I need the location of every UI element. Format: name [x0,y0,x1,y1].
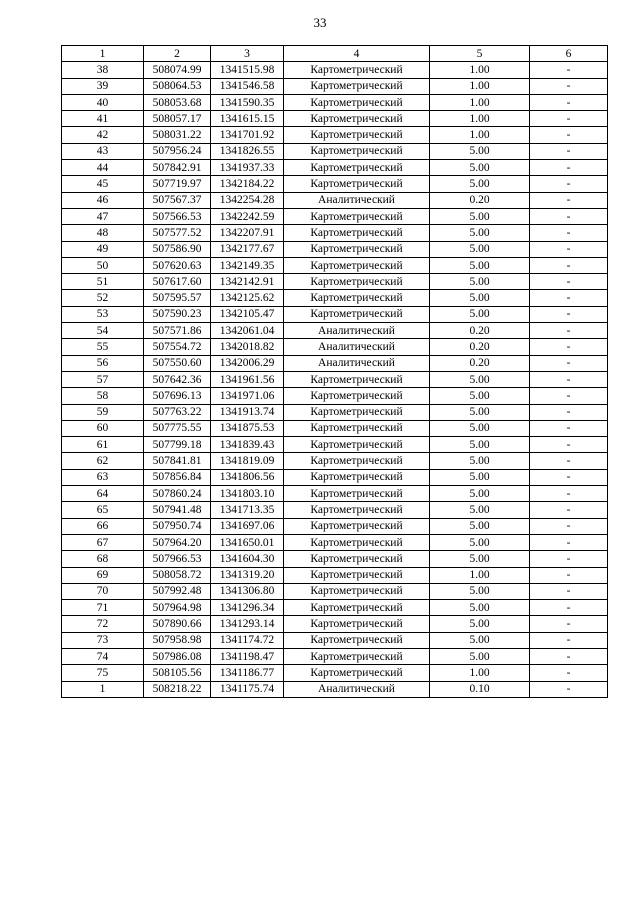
table-row [62,388,608,404]
note-cell: - [530,241,608,257]
table-row [62,632,608,648]
accuracy-cell: 1.00 [430,111,530,127]
note-cell: - [530,681,608,697]
note-cell: - [530,534,608,550]
table-row [62,323,608,339]
column-header: 3 [211,46,284,62]
note-cell: - [530,665,608,681]
x-coordinate-cell: 507842.91 [144,160,211,176]
method-cell: Картометрический [284,290,430,306]
x-coordinate-cell: 507719.97 [144,176,211,192]
y-coordinate-cell: 1342149.35 [211,257,284,273]
method-cell: Картометрический [284,62,430,78]
method-cell: Картометрический [284,257,430,273]
method-cell: Картометрический [284,632,430,648]
table-row [62,648,608,664]
note-cell: - [530,371,608,387]
x-coordinate-cell: 507799.18 [144,437,211,453]
y-coordinate-cell: 1341826.55 [211,143,284,159]
point-number-cell: 72 [62,616,144,632]
table-row [62,420,608,436]
point-number-cell: 52 [62,290,144,306]
table-row [62,486,608,502]
point-number-cell: 54 [62,323,144,339]
y-coordinate-cell: 1341839.43 [211,437,284,453]
point-number-cell: 39 [62,78,144,94]
accuracy-cell: 5.00 [430,371,530,387]
note-cell: - [530,518,608,534]
table-row [62,306,608,322]
point-number-cell: 45 [62,176,144,192]
table-body [62,62,608,698]
table-row [62,665,608,681]
method-cell: Картометрический [284,567,430,583]
y-coordinate-cell: 1341819.09 [211,453,284,469]
table-row [62,567,608,583]
note-cell: - [530,616,608,632]
note-cell: - [530,404,608,420]
method-cell: Аналитический [284,339,430,355]
accuracy-cell: 1.00 [430,94,530,110]
point-number-cell: 73 [62,632,144,648]
note-cell: - [530,567,608,583]
method-cell: Аналитический [284,355,430,371]
y-coordinate-cell: 1341174.72 [211,632,284,648]
table-row [62,551,608,567]
accuracy-cell: 5.00 [430,600,530,616]
accuracy-cell: 5.00 [430,404,530,420]
y-coordinate-cell: 1341701.92 [211,127,284,143]
column-header: 5 [430,46,530,62]
point-number-cell: 49 [62,241,144,257]
table-row [62,616,608,632]
x-coordinate-cell: 507617.60 [144,274,211,290]
x-coordinate-cell: 507696.13 [144,388,211,404]
point-number-cell: 56 [62,355,144,371]
note-cell: - [530,355,608,371]
note-cell: - [530,551,608,567]
x-coordinate-cell: 508031.22 [144,127,211,143]
table-row [62,469,608,485]
accuracy-cell: 5.00 [430,160,530,176]
point-number-cell: 75 [62,665,144,681]
x-coordinate-cell: 507620.63 [144,257,211,273]
method-cell: Аналитический [284,192,430,208]
note-cell: - [530,453,608,469]
x-coordinate-cell: 507964.98 [144,600,211,616]
y-coordinate-cell: 1341806.56 [211,469,284,485]
accuracy-cell: 5.00 [430,143,530,159]
table-row [62,600,608,616]
method-cell: Картометрический [284,404,430,420]
table-header-row [62,46,608,62]
method-cell: Картометрический [284,534,430,550]
point-number-cell: 61 [62,437,144,453]
table-row [62,160,608,176]
point-number-cell: 47 [62,208,144,224]
y-coordinate-cell: 1341697.06 [211,518,284,534]
x-coordinate-cell: 507642.36 [144,371,211,387]
point-number-cell: 38 [62,62,144,78]
accuracy-cell: 5.00 [430,306,530,322]
x-coordinate-cell: 507595.57 [144,290,211,306]
point-number-cell: 66 [62,518,144,534]
accuracy-cell: 5.00 [430,534,530,550]
y-coordinate-cell: 1341604.30 [211,551,284,567]
x-coordinate-cell: 508074.99 [144,62,211,78]
accuracy-cell: 0.20 [430,339,530,355]
note-cell: - [530,486,608,502]
accuracy-cell: 5.00 [430,208,530,224]
y-coordinate-cell: 1341961.56 [211,371,284,387]
accuracy-cell: 5.00 [430,274,530,290]
table-row [62,437,608,453]
accuracy-cell: 5.00 [430,583,530,599]
x-coordinate-cell: 508057.17 [144,111,211,127]
x-coordinate-cell: 507941.48 [144,502,211,518]
x-coordinate-cell: 507571.86 [144,323,211,339]
x-coordinate-cell: 507986.08 [144,648,211,664]
x-coordinate-cell: 507554.72 [144,339,211,355]
note-cell: - [530,111,608,127]
table-row [62,62,608,78]
x-coordinate-cell: 507856.84 [144,469,211,485]
method-cell: Картометрический [284,306,430,322]
note-cell: - [530,208,608,224]
x-coordinate-cell: 507586.90 [144,241,211,257]
table-row [62,453,608,469]
point-number-cell: 65 [62,502,144,518]
y-coordinate-cell: 1341937.33 [211,160,284,176]
method-cell: Картометрический [284,551,430,567]
table-row [62,241,608,257]
note-cell: - [530,225,608,241]
method-cell: Картометрический [284,143,430,159]
accuracy-cell: 1.00 [430,62,530,78]
x-coordinate-cell: 507966.53 [144,551,211,567]
y-coordinate-cell: 1342207.91 [211,225,284,241]
method-cell: Картометрический [284,648,430,664]
y-coordinate-cell: 1342242.59 [211,208,284,224]
method-cell: Картометрический [284,371,430,387]
point-number-cell: 62 [62,453,144,469]
method-cell: Картометрический [284,600,430,616]
note-cell: - [530,648,608,664]
point-number-cell: 50 [62,257,144,273]
coordinates-table [61,45,608,698]
x-coordinate-cell: 508218.22 [144,681,211,697]
point-number-cell: 1 [62,681,144,697]
accuracy-cell: 5.00 [430,388,530,404]
y-coordinate-cell: 1341971.06 [211,388,284,404]
table-row [62,371,608,387]
y-coordinate-cell: 1342142.91 [211,274,284,290]
accuracy-cell: 5.00 [430,453,530,469]
note-cell: - [530,257,608,273]
table-row [62,681,608,697]
table-row [62,583,608,599]
y-coordinate-cell: 1341515.98 [211,62,284,78]
accuracy-cell: 5.00 [430,241,530,257]
accuracy-cell: 5.00 [430,257,530,273]
point-number-cell: 64 [62,486,144,502]
table-row [62,78,608,94]
accuracy-cell: 0.20 [430,355,530,371]
point-number-cell: 68 [62,551,144,567]
method-cell: Картометрический [284,486,430,502]
method-cell: Аналитический [284,681,430,697]
y-coordinate-cell: 1342061.04 [211,323,284,339]
accuracy-cell: 5.00 [430,469,530,485]
point-number-cell: 53 [62,306,144,322]
x-coordinate-cell: 507775.55 [144,420,211,436]
accuracy-cell: 5.00 [430,486,530,502]
method-cell: Картометрический [284,94,430,110]
y-coordinate-cell: 1342105.47 [211,306,284,322]
x-coordinate-cell: 508105.56 [144,665,211,681]
y-coordinate-cell: 1342018.82 [211,339,284,355]
method-cell: Картометрический [284,274,430,290]
y-coordinate-cell: 1341713.35 [211,502,284,518]
point-number-cell: 48 [62,225,144,241]
y-coordinate-cell: 1341175.74 [211,681,284,697]
note-cell: - [530,323,608,339]
point-number-cell: 43 [62,143,144,159]
method-cell: Картометрический [284,665,430,681]
column-header: 1 [62,46,144,62]
y-coordinate-cell: 1341803.10 [211,486,284,502]
note-cell: - [530,78,608,94]
x-coordinate-cell: 507958.98 [144,632,211,648]
table-row [62,339,608,355]
x-coordinate-cell: 507590.23 [144,306,211,322]
note-cell: - [530,632,608,648]
point-number-cell: 59 [62,404,144,420]
page-number: 33 [313,15,327,30]
x-coordinate-cell: 507860.24 [144,486,211,502]
point-number-cell: 57 [62,371,144,387]
x-coordinate-cell: 507550.60 [144,355,211,371]
note-cell: - [530,502,608,518]
column-header: 6 [530,46,608,62]
table-row [62,534,608,550]
accuracy-cell: 0.10 [430,681,530,697]
note-cell: - [530,306,608,322]
accuracy-cell: 0.20 [430,192,530,208]
method-cell: Картометрический [284,127,430,143]
method-cell: Картометрический [284,176,430,192]
table-row [62,225,608,241]
note-cell: - [530,192,608,208]
y-coordinate-cell: 1341650.01 [211,534,284,550]
table-row [62,290,608,306]
accuracy-cell: 5.00 [430,551,530,567]
x-coordinate-cell: 507567.37 [144,192,211,208]
x-coordinate-cell: 508053.68 [144,94,211,110]
y-coordinate-cell: 1341319.20 [211,567,284,583]
x-coordinate-cell: 507964.20 [144,534,211,550]
note-cell: - [530,583,608,599]
point-number-cell: 71 [62,600,144,616]
method-cell: Картометрический [284,225,430,241]
x-coordinate-cell: 507841.81 [144,453,211,469]
method-cell: Картометрический [284,583,430,599]
y-coordinate-cell: 1341615.15 [211,111,284,127]
note-cell: - [530,469,608,485]
point-number-cell: 46 [62,192,144,208]
method-cell: Картометрический [284,241,430,257]
point-number-cell: 67 [62,534,144,550]
y-coordinate-cell: 1341546.58 [211,78,284,94]
x-coordinate-cell: 507992.48 [144,583,211,599]
point-number-cell: 41 [62,111,144,127]
point-number-cell: 55 [62,339,144,355]
table-row [62,143,608,159]
note-cell: - [530,420,608,436]
note-cell: - [530,274,608,290]
table-row [62,274,608,290]
point-number-cell: 58 [62,388,144,404]
point-number-cell: 40 [62,94,144,110]
method-cell: Картометрический [284,160,430,176]
y-coordinate-cell: 1341590.35 [211,94,284,110]
table-row [62,176,608,192]
accuracy-cell: 1.00 [430,567,530,583]
accuracy-cell: 5.00 [430,437,530,453]
y-coordinate-cell: 1341306.80 [211,583,284,599]
y-coordinate-cell: 1342125.62 [211,290,284,306]
method-cell: Картометрический [284,469,430,485]
accuracy-cell: 5.00 [430,518,530,534]
method-cell: Аналитический [284,323,430,339]
point-number-cell: 51 [62,274,144,290]
x-coordinate-cell: 508058.72 [144,567,211,583]
note-cell: - [530,339,608,355]
table-row [62,192,608,208]
table-row [62,127,608,143]
accuracy-cell: 5.00 [430,225,530,241]
x-coordinate-cell: 507577.52 [144,225,211,241]
y-coordinate-cell: 1341186.77 [211,665,284,681]
accuracy-cell: 0.20 [430,323,530,339]
y-coordinate-cell: 1341198.47 [211,648,284,664]
table-row [62,208,608,224]
y-coordinate-cell: 1342184.22 [211,176,284,192]
y-coordinate-cell: 1342254.28 [211,192,284,208]
accuracy-cell: 5.00 [430,290,530,306]
accuracy-cell: 5.00 [430,648,530,664]
x-coordinate-cell: 507890.66 [144,616,211,632]
accuracy-cell: 1.00 [430,127,530,143]
table-row [62,502,608,518]
y-coordinate-cell: 1342006.29 [211,355,284,371]
table-row [62,404,608,420]
table-row [62,94,608,110]
point-number-cell: 74 [62,648,144,664]
note-cell: - [530,127,608,143]
note-cell: - [530,437,608,453]
note-cell: - [530,388,608,404]
y-coordinate-cell: 1341296.34 [211,600,284,616]
point-number-cell: 69 [62,567,144,583]
accuracy-cell: 5.00 [430,176,530,192]
y-coordinate-cell: 1342177.67 [211,241,284,257]
method-cell: Картометрический [284,502,430,518]
note-cell: - [530,62,608,78]
point-number-cell: 63 [62,469,144,485]
column-header: 2 [144,46,211,62]
note-cell: - [530,143,608,159]
table-row [62,355,608,371]
x-coordinate-cell: 507956.24 [144,143,211,159]
method-cell: Картометрический [284,208,430,224]
x-coordinate-cell: 507950.74 [144,518,211,534]
y-coordinate-cell: 1341293.14 [211,616,284,632]
method-cell: Картометрический [284,420,430,436]
x-coordinate-cell: 508064.53 [144,78,211,94]
note-cell: - [530,94,608,110]
accuracy-cell: 5.00 [430,502,530,518]
column-header: 4 [284,46,430,62]
x-coordinate-cell: 507566.53 [144,208,211,224]
table-row [62,257,608,273]
method-cell: Картометрический [284,616,430,632]
accuracy-cell: 5.00 [430,616,530,632]
accuracy-cell: 5.00 [430,632,530,648]
point-number-cell: 60 [62,420,144,436]
accuracy-cell: 1.00 [430,665,530,681]
point-number-cell: 44 [62,160,144,176]
point-number-cell: 42 [62,127,144,143]
method-cell: Картометрический [284,453,430,469]
table-row [62,111,608,127]
method-cell: Картометрический [284,388,430,404]
y-coordinate-cell: 1341913.74 [211,404,284,420]
point-number-cell: 70 [62,583,144,599]
note-cell: - [530,160,608,176]
note-cell: - [530,290,608,306]
x-coordinate-cell: 507763.22 [144,404,211,420]
accuracy-cell: 5.00 [430,420,530,436]
method-cell: Картометрический [284,437,430,453]
note-cell: - [530,176,608,192]
method-cell: Картометрический [284,78,430,94]
accuracy-cell: 1.00 [430,78,530,94]
table-row [62,518,608,534]
method-cell: Картометрический [284,111,430,127]
note-cell: - [530,600,608,616]
method-cell: Картометрический [284,518,430,534]
y-coordinate-cell: 1341875.53 [211,420,284,436]
